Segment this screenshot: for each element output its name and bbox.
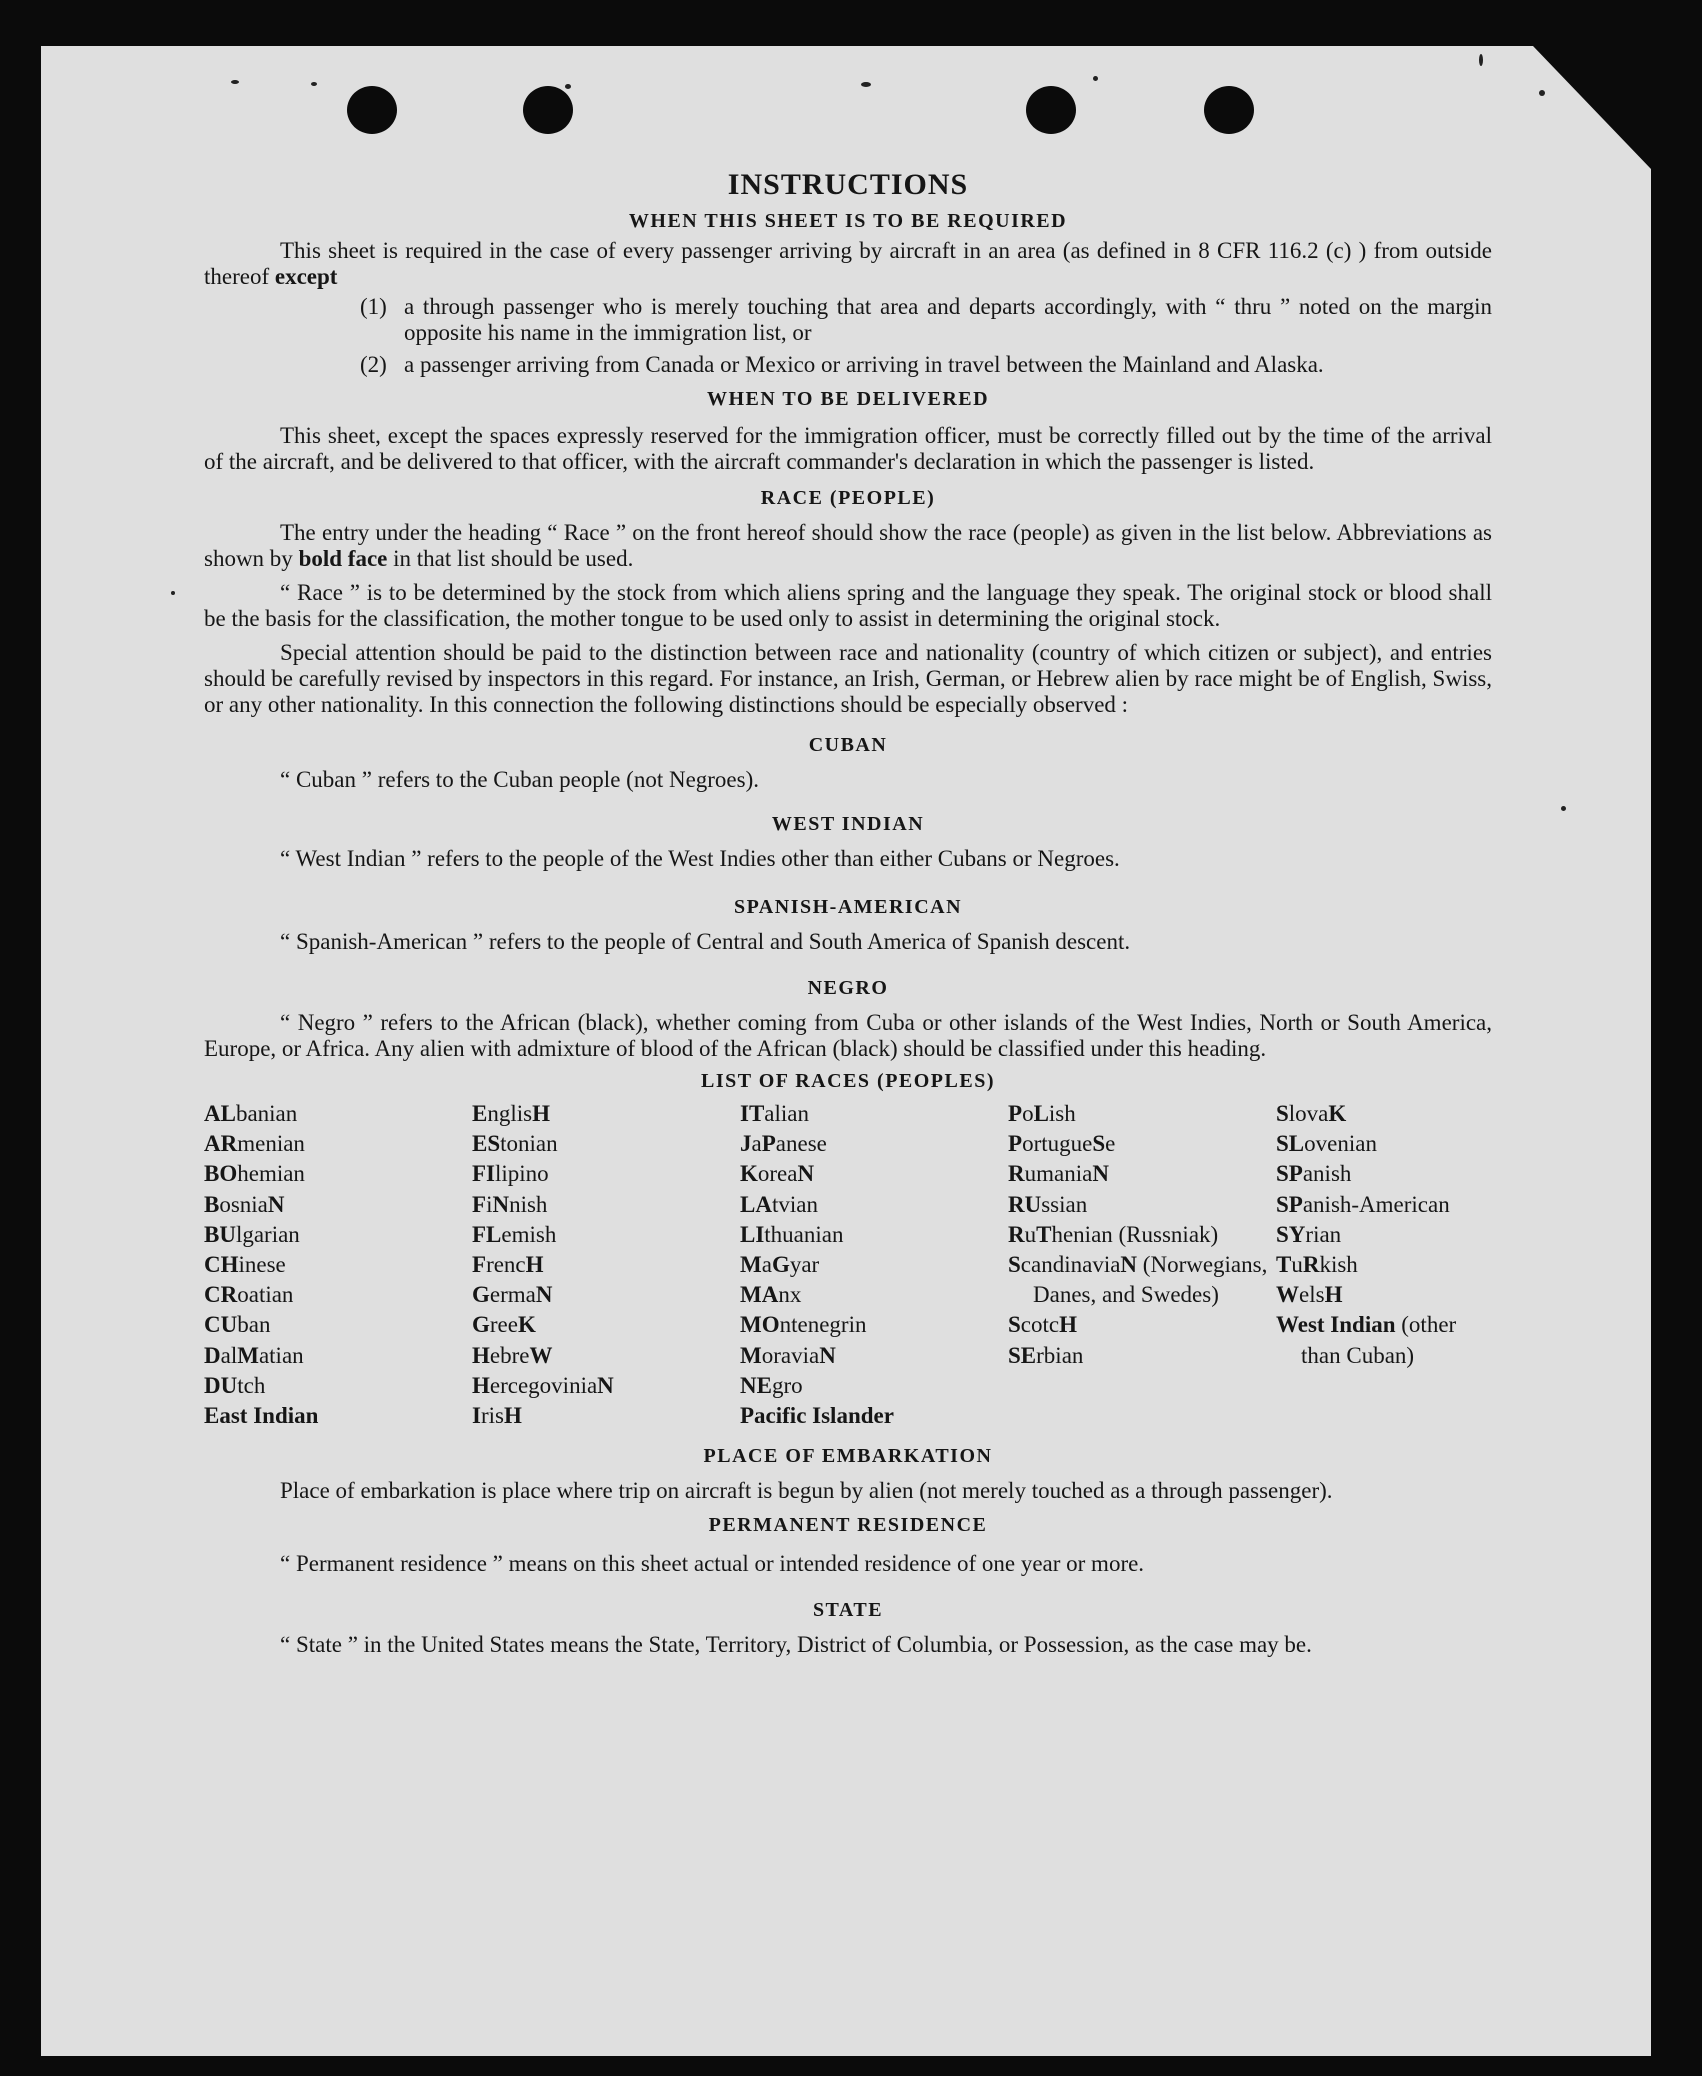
race-abbrev: H [1324,1282,1343,1308]
race-abbrev: S [1276,1101,1289,1126]
race-entry [204,1250,472,1280]
race-entry [740,1220,1008,1250]
race-abbrev: N [597,1372,614,1398]
race-entry [1276,1129,1492,1159]
negro-text: “ Negro ” refers to the African (black), whether coming from Cuba or other islands of the West Indies, North or South America, Europe, or Africa. Any alien with admixture of blood of the African (black) should be classified under this heading. [204,1010,1492,1061]
race-abbrev: BU [204,1221,236,1247]
race-rest: alian [764,1101,809,1126]
race-entry [1008,1129,1276,1159]
section-heading-spanish-american: SPANISH-AMERICAN [733,896,963,918]
race-rest: erma [489,1282,536,1308]
race-rest: tch [237,1372,266,1398]
race-abbrev: SP [1276,1191,1303,1217]
race-abbrev: E [472,1101,488,1126]
residence-text: “ Permanent residence ” means on this sheet actual or intended residence of one year or more. [280,1551,1145,1577]
race-abbrev: SP [1276,1161,1303,1187]
race-abbrev: W [529,1342,553,1368]
race-entry [204,1401,472,1431]
race-entry [204,1099,472,1129]
race-paragraph-1 [204,520,1492,572]
section-heading-when-delivered: WHEN TO BE DELIVERED [706,388,990,410]
race-rest: anish [1302,1161,1352,1187]
race-rest: thuanian [764,1221,844,1247]
race-rest: al [220,1342,238,1368]
race-entry [204,1280,472,1310]
race-entry [1276,1099,1492,1129]
race-abbrev: CU [204,1312,238,1338]
race-entry [1008,1220,1276,1250]
cuban-text: “ Cuban ” refers to the Cuban people (not Negroes). [280,767,760,792]
race-abbrev: H [525,1252,544,1278]
race-abbrev: LI [740,1221,765,1247]
race-abbrev: T [1036,1221,1052,1247]
race-entry [1008,1099,1276,1129]
race-abbrev: IT [740,1101,765,1126]
races-column [1008,1099,1276,1431]
section-heading-race: RACE (PEOPLE) [760,487,936,509]
race-abbrev: I [472,1403,481,1429]
race-entry [472,1220,740,1250]
exception-item [360,294,1492,346]
intro-bold: except [274,264,338,289]
race-abbrev: M [237,1342,259,1368]
race-abbrev: CR [204,1282,238,1308]
speck [311,82,317,86]
race-entry [740,1341,1008,1371]
section-heading-when-required: WHEN THIS SHEET IS TO BE REQUIRED [628,210,1068,232]
race-abbrev: N [1092,1161,1109,1187]
race-entry [472,1099,740,1129]
race-rest: lova [1288,1101,1329,1126]
race-abbrev: N [492,1191,510,1217]
race-rest: kish [1319,1252,1358,1278]
race-rest: ntenegrin [779,1312,867,1338]
item-number: (2) [360,352,387,377]
race-abbrev: S [1008,1312,1021,1338]
embarkation-text: Place of embarkation is place where trip on aircraft is begun by alien (not merely touched as a through passenger). [280,1478,1333,1504]
race-rest: cotc [1020,1312,1060,1338]
race-text: in that list should be used. [393,546,634,571]
speck [1561,806,1566,811]
race-rest: oatian [237,1282,294,1308]
punch-hole [1204,86,1254,134]
race-entry [740,1371,1008,1401]
race-abbrev: AL [204,1101,236,1126]
race-entry [204,1310,472,1340]
race-entry [204,1371,472,1401]
race-rest: osnia [219,1191,268,1217]
races-column [472,1099,740,1431]
race-text: The entry under the heading “ Race ” on the front hereof should show the race (people) as given in the list below. Abbreviations as shown by [204,520,1492,571]
section-heading-negro: NEGRO [807,977,889,999]
races-column [740,1099,1008,1431]
race-paragraph-2: “ Race ” is to be determined by the stock from which aliens spring and the language they speak. The original stock or blood shall be the basis for the classification, the mother tongue to be used only to assist in determining the original stock. [204,580,1492,631]
race-rest: lgarian [235,1221,300,1247]
race-abbrev: R [1302,1252,1320,1278]
race-abbrev: M [740,1342,762,1368]
race-rest: rbian [1036,1342,1084,1368]
section-heading-state: STATE [812,1599,884,1622]
punch-hole [347,86,397,134]
race-entry [1276,1280,1492,1310]
race-rest: menian [237,1131,305,1157]
speck [171,591,175,595]
race-abbrev: SE [1008,1342,1037,1368]
race-entry [472,1371,740,1401]
race-abbrev: P [1008,1101,1023,1126]
race-abbrev: MA [740,1282,779,1308]
race-rest: ebre [489,1342,530,1368]
item-number: (1) [360,294,387,319]
race-abbrev: R [1008,1221,1025,1247]
state-text: “ State ” in the United States means the State, Territory, District of Columbia, or Possession, as the case may be. [280,1632,1312,1658]
speck [565,84,571,89]
race-rest: henian (Russniak) [1051,1221,1219,1247]
race-abbrev: RU [1008,1191,1042,1217]
section-heading-cuban: CUBAN [808,734,888,756]
race-abbrev: CH [204,1252,239,1278]
race-abbrev: S [1092,1131,1106,1157]
race-abbrev: DU [204,1372,238,1398]
races-list [204,1099,1492,1431]
race-abbrev: L [1033,1101,1049,1126]
race-entry [204,1341,472,1371]
race-abbrev: West Indian [1276,1312,1396,1338]
race-entry [1276,1250,1492,1280]
race-entry [472,1401,740,1431]
race-abbrev: ES [472,1131,501,1157]
race-abbrev: J [740,1131,752,1157]
race-rest: banian [235,1101,298,1126]
section-heading-west-indian: WEST INDIAN [771,813,925,835]
race-rest: emish [501,1221,557,1247]
race-rest: inese [238,1252,286,1278]
race-abbrev: H [503,1403,522,1429]
race-abbrev: East Indian [204,1403,319,1429]
race-rest: ris [480,1403,504,1429]
race-rest: tonian [500,1131,558,1157]
race-paragraph-3: Special attention should be paid to the distinction between race and nationality (country of which citizen or subject), and entries should be carefully revised by inspectors in this regard. For instance, an Irish, German, or Hebrew alien by race might be of English, Swiss, or any other nationality. In this connection the following distinctions should be especially observed : [204,640,1492,717]
race-abbrev: P [1008,1131,1023,1157]
race-entry [1008,1341,1276,1371]
race-entry [740,1401,1008,1431]
race-rest: a [761,1252,772,1278]
section-heading-residence: PERMANENT RESIDENCE [708,1514,988,1537]
race-abbrev: H [472,1372,490,1398]
race-abbrev: H [1059,1312,1077,1338]
item-text: a through passenger who is merely touching that area and departs accordingly, with “ thru ” noted on the margin opposite his name in the immigration list, or [404,294,1492,345]
race-entry [1008,1310,1276,1340]
race-abbrev: M [740,1252,762,1278]
race-rest: i [486,1191,493,1217]
race-rest: yar [789,1252,820,1278]
race-abbrev: N [1120,1252,1138,1278]
race-entry [472,1250,740,1280]
race-abbrev: FL [472,1221,502,1247]
race-abbrev: Pacific Islander [740,1403,894,1429]
race-abbrev: F [472,1252,487,1278]
race-rest: nish [509,1191,548,1217]
race-rest: rian [1305,1221,1342,1247]
race-entry [204,1129,472,1159]
race-abbrev: FI [472,1161,495,1187]
race-abbrev: P [761,1131,776,1157]
race-entry [740,1129,1008,1159]
race-abbrev: LA [740,1191,772,1217]
race-abbrev: W [1276,1282,1299,1308]
race-rest: renc [486,1252,526,1278]
race-entry [740,1280,1008,1310]
race-abbrev: D [204,1342,221,1368]
race-rest: oravia [761,1342,820,1368]
race-abbrev: N [267,1191,285,1217]
race-rest: ovenian [1304,1131,1377,1157]
race-entry [1276,1190,1492,1220]
race-rest: e [1105,1131,1116,1157]
race-rest: (other than Cuban) [1301,1312,1457,1368]
race-entry [740,1099,1008,1129]
race-abbrev: K [740,1161,758,1187]
race-entry [1276,1159,1492,1189]
race-rest: ban [237,1312,271,1338]
race-rest: umania [1024,1161,1093,1187]
west-indian-text: “ West Indian ” refers to the people of the West Indies other than either Cubans or Negroes. [280,846,1120,871]
instructions-content [204,166,1492,1658]
race-entry [740,1250,1008,1280]
race-rest: a [751,1131,762,1157]
races-column [204,1099,472,1431]
speck [1093,76,1098,81]
race-rest: ssian [1041,1191,1088,1217]
race-entry [204,1159,472,1189]
page-title: INSTRUCTIONS [727,168,969,201]
race-rest: u [1024,1221,1037,1247]
speck [1539,90,1545,96]
race-rest: els [1299,1282,1325,1308]
race-rest: nx [778,1282,802,1308]
race-entry [1276,1310,1492,1370]
race-abbrev: NE [740,1372,772,1398]
race-abbrev: F [472,1191,487,1217]
speck [231,80,239,84]
intro-text: This sheet is required in the case of every passenger arriving by aircraft in an area (as defined in 8 CFR 116.2 (c) ) from outside thereof [204,238,1492,289]
spanish-american-text: “ Spanish-American ” refers to the people of Central and South America of Spanish descent. [280,929,1131,954]
race-entry [740,1310,1008,1340]
race-abbrev: SY [1276,1221,1306,1247]
race-rest: orea [757,1161,798,1187]
speck [1479,54,1483,66]
punch-hole [1026,86,1076,134]
when-required-intro [204,238,1492,290]
race-rest: ree [489,1312,518,1338]
race-abbrev: H [472,1342,490,1368]
exception-item [360,352,1492,378]
race-entry [1276,1220,1492,1250]
race-abbrev: K [1328,1101,1347,1126]
race-entry [740,1190,1008,1220]
race-rest: atian [258,1342,304,1368]
race-abbrev: N [797,1161,815,1187]
race-abbrev: H [532,1101,550,1126]
race-entry [204,1220,472,1250]
race-rest: candinavia [1020,1252,1121,1278]
race-abbrev: B [204,1191,220,1217]
race-abbrev: T [1276,1252,1292,1278]
race-abbrev: AR [204,1131,238,1157]
race-abbrev: R [1008,1161,1025,1187]
race-rest: u [1291,1252,1303,1278]
races-column [1276,1099,1492,1431]
race-abbrev: BO [204,1161,238,1187]
race-abbrev: G [771,1252,790,1278]
race-entry [472,1129,740,1159]
race-rest: ortugue [1022,1131,1093,1157]
race-entry [472,1310,740,1340]
race-entry [1008,1190,1276,1220]
race-entry [472,1341,740,1371]
race-entry [1008,1159,1276,1189]
race-abbrev: SL [1276,1131,1305,1157]
race-rest: tvian [771,1191,818,1217]
race-entry [740,1159,1008,1189]
section-heading-embarkation: PLACE OF EMBARKATION [703,1445,993,1468]
race-rest: hemian [237,1161,305,1187]
race-abbrev: G [472,1312,490,1338]
race-rest: (Norwegians, Danes, and Swedes) [1033,1252,1268,1308]
punch-hole [523,86,573,134]
race-entry [472,1280,740,1310]
race-rest: anish-American [1302,1191,1450,1217]
race-entry [1008,1250,1276,1310]
race-rest: nglis [487,1101,533,1126]
race-abbrev: K [517,1312,536,1338]
item-text: a passenger arriving from Canada or Mexico or arriving in travel between the Mainland and Alaska. [404,352,1324,377]
race-rest: lipino [495,1161,549,1187]
race-rest: ercegovinia [489,1372,598,1398]
race-rest: gro [771,1372,803,1398]
race-rest: anese [775,1131,827,1157]
race-rest: ish [1048,1101,1076,1126]
bold-face-text: bold face [298,546,388,571]
list-of-races-heading: LIST OF RACES (PEOPLES) [700,1070,995,1092]
race-entry [472,1190,740,1220]
when-delivered-text: This sheet, except the spaces expressly reserved for the immigration officer, must be correctly filled out by the time of the arrival of the aircraft, and be delivered to that officer, with the aircraft commander's declaration in which the passenger is listed. [204,423,1492,474]
race-rest: o [1022,1101,1034,1126]
race-abbrev: N [819,1342,836,1368]
race-abbrev: MO [740,1312,780,1338]
speck [861,82,871,87]
race-abbrev: G [472,1282,490,1308]
race-entry [204,1190,472,1220]
race-abbrev: S [1008,1252,1021,1278]
race-abbrev: N [535,1282,553,1308]
race-entry [472,1159,740,1189]
